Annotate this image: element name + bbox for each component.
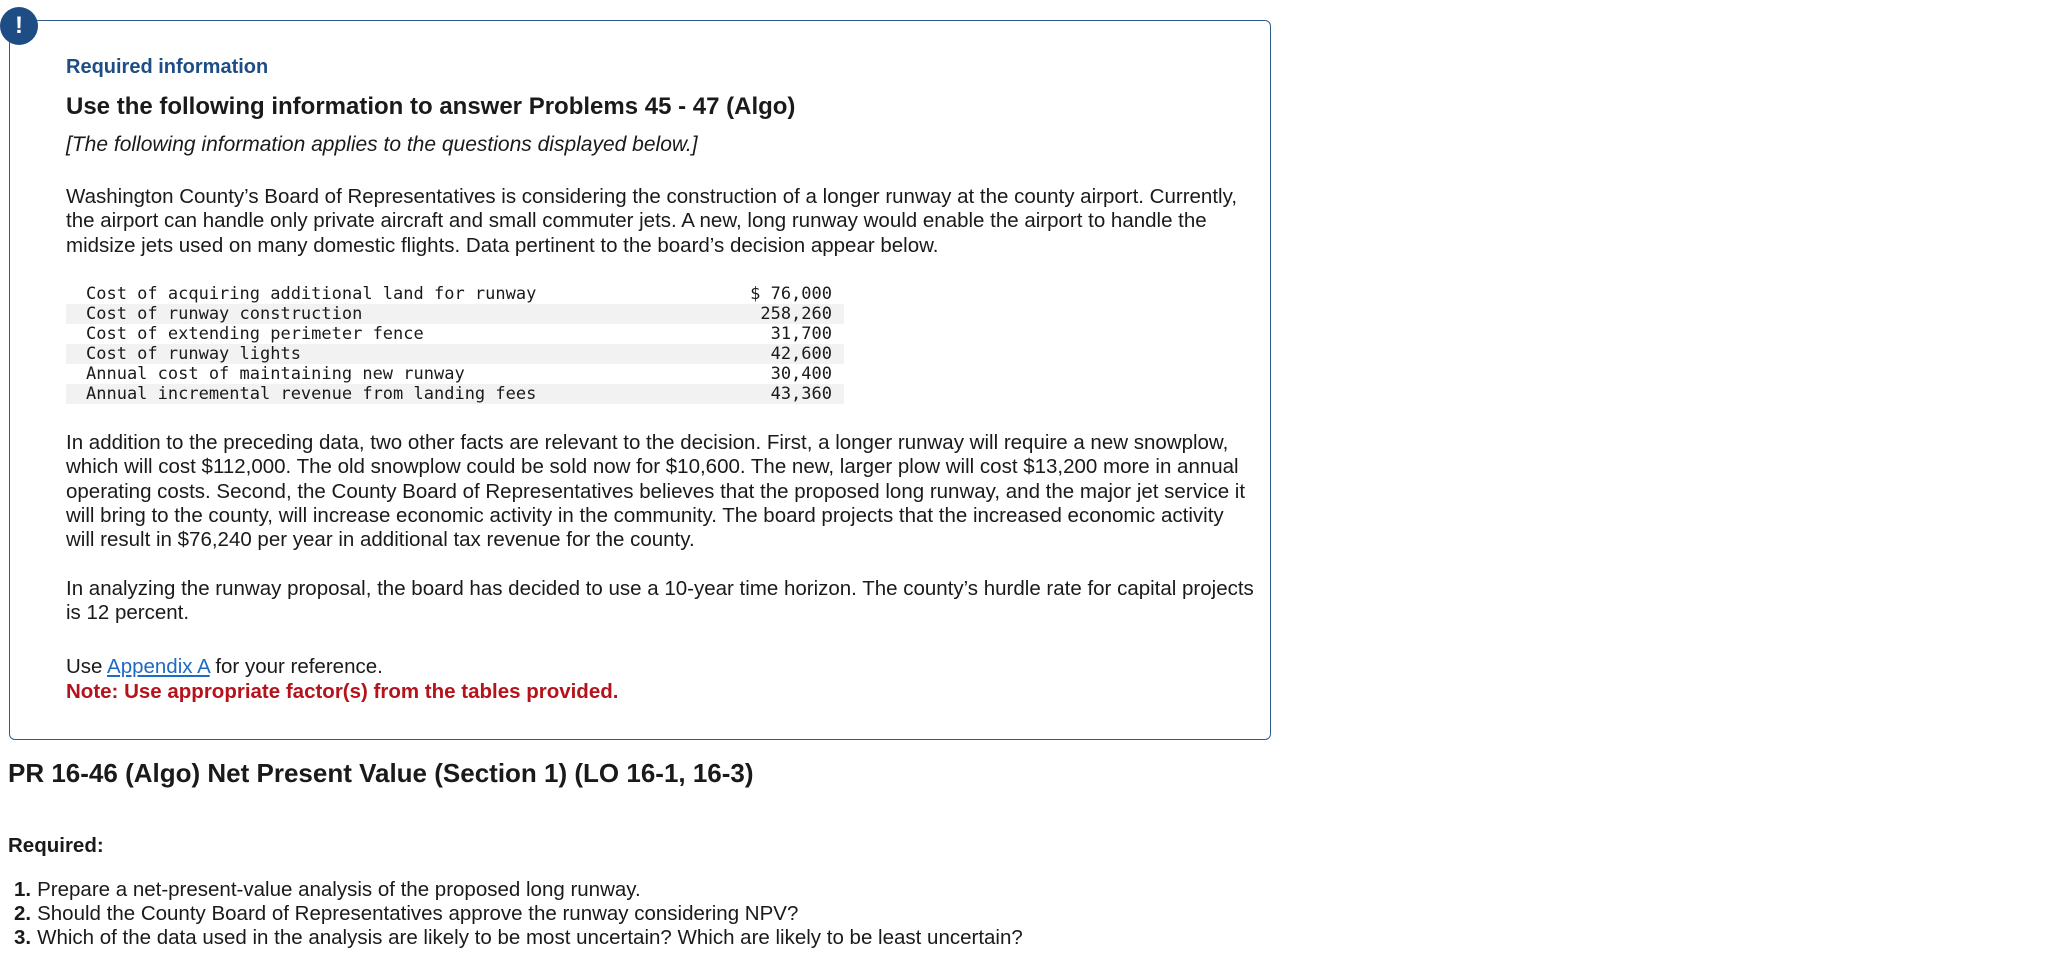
row-label: Cost of acquiring additional land for runway	[86, 284, 537, 304]
scenario-paragraph-2: In addition to the preceding data, two other facts are relevant to the decision. First, a longer runway will require a new snowplow, which will cost $112,000. The old snowplow could be sold now for $10,600. The new, larger plow will cost $13,200 more in annual operating costs. Second, the County Board of Representatives believes that the proposed long runway, and the major jet service it will bring to the county, will increase economic activity in the community. The board projects that the increased economic activity will result in $76,240 per year in additional tax revenue for the county.	[66, 431, 1246, 552]
cost-data-table	[66, 284, 844, 404]
item-text: Which of the data used in the analysis are likely to be most uncertain? Which are likely to be least uncertain?	[37, 926, 1023, 949]
row-label: Cost of runway lights	[66, 344, 692, 364]
table-row	[66, 364, 844, 384]
required-label: Required:	[8, 834, 104, 857]
required-list	[14, 878, 1023, 950]
appendix-a-link[interactable]: Appendix A	[107, 655, 210, 678]
item-number: 1.	[14, 878, 32, 901]
table-row	[66, 324, 844, 344]
item-number: 2.	[14, 902, 32, 925]
row-label: Cost of runway construction	[66, 304, 692, 324]
required-info-label: Required information	[66, 56, 269, 78]
reference-suffix: for your reference.	[209, 655, 383, 678]
table-row	[66, 304, 844, 324]
reference-prefix: Use	[66, 655, 108, 678]
row-label: Cost of extending perimeter fence	[86, 324, 424, 344]
info-heading: Use the following information to answer Problems 45 - 47 (Algo)	[66, 93, 796, 120]
scenario-paragraph-1: Washington County’s Board of Representatives is considering the construction of a longer runway at the county airport. Currently, the airport can handle only private aircraft and small commuter jets. A new, long runway would enable the airport to handle the midsize jets used on many domestic flights. Data pertinent to the board’s decision appear below.	[66, 185, 1238, 257]
row-amount: 31,700	[770, 324, 832, 344]
factor-note: Note: Use appropriate factor(s) from the tables provided.	[66, 680, 619, 703]
row-label: Annual incremental revenue from landing fees	[66, 384, 692, 404]
item-number: 3.	[14, 926, 32, 949]
required-information-box	[9, 20, 1271, 740]
list-item	[14, 926, 1023, 950]
row-amount: 43,360	[692, 384, 844, 404]
alert-icon: !	[0, 7, 38, 45]
scenario-paragraph-3: In analyzing the runway proposal, the board has decided to use a 10-year time horizon. The county’s hurdle rate for capital projects is 12 percent.	[66, 577, 1254, 625]
item-text: Prepare a net-present-value analysis of the proposed long runway.	[37, 878, 641, 901]
list-item	[14, 878, 1023, 902]
row-label: Annual cost of maintaining new runway	[86, 364, 465, 384]
applies-note: [The following information applies to the questions displayed below.]	[66, 133, 698, 156]
table-row	[66, 284, 844, 304]
table-row	[66, 384, 844, 404]
list-item	[14, 902, 1023, 926]
row-amount: 42,600	[692, 344, 844, 364]
problem-title: PR 16-46 (Algo) Net Present Value (Section 1) (LO 16-1, 16-3)	[8, 758, 754, 788]
row-amount: $ 76,000	[750, 284, 832, 304]
item-text: Should the County Board of Representatives approve the runway considering NPV?	[37, 902, 799, 925]
row-amount: 30,400	[770, 364, 832, 384]
row-amount: 258,260	[692, 304, 844, 324]
table-row	[66, 344, 844, 364]
reference-line	[66, 655, 383, 679]
